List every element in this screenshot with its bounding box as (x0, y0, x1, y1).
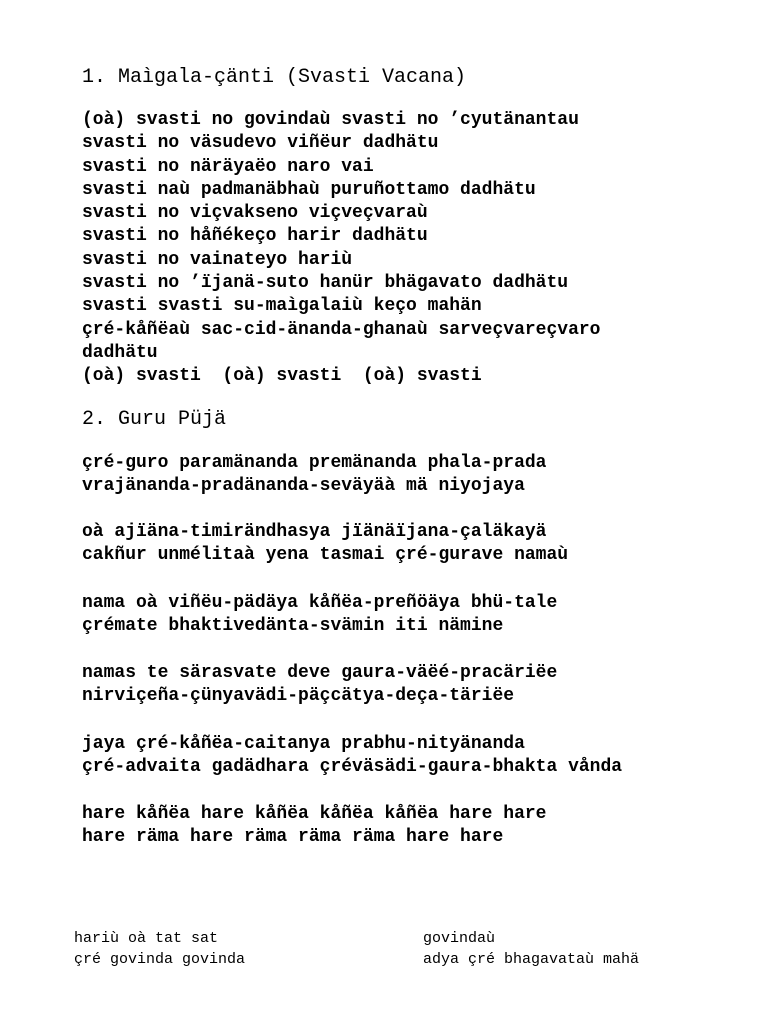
verse-line: (oà) svasti no govindaù svasti no ’cyutänantau (82, 110, 579, 130)
verse-line: jaya çré-kåñëa-caitanya prabhu-nityänanda (82, 734, 525, 754)
stanza-5 (82, 733, 622, 780)
verse-line: nama oà viñëu-pädäya kåñëa-preñöäya bhü-tale (82, 593, 558, 613)
verse-line: dadhätu (82, 342, 158, 363)
footer-left (74, 928, 245, 970)
footer-line: adya çré bhagavataù mahä (423, 951, 640, 968)
verse-line: svasti no vainateyo hariù (82, 249, 353, 270)
verse-line: svasti no väsudevo viñëur dadhätu (82, 133, 439, 154)
stanza-1 (82, 452, 546, 499)
verse-line: oà ajïäna-timirändhasya jïänäïjana-çaläkayä (82, 522, 547, 542)
verse-line: hare räma hare räma räma räma hare hare (82, 827, 504, 848)
stanza-3 (82, 592, 557, 639)
stanza-4 (82, 662, 557, 709)
verse-line: çré-guro paramänanda premänanda phala-prada (82, 453, 547, 473)
verse-line: çré-advaita gadädhara çréväsädi-gaura-bhakta vånda (82, 757, 623, 778)
section-2-heading: 2. Guru Püjä (82, 408, 227, 431)
verse-line: çrémate bhaktivedänta-svämin iti nämine (82, 616, 504, 637)
verse-line: svasti naù padmanäbhaù puruñottamo dadhätu (82, 179, 536, 200)
verse-line: svasti no håñékeço harir dadhätu (82, 226, 428, 247)
stanza-6 (82, 803, 546, 850)
stanza-2 (82, 521, 568, 568)
verse-line: (oà) svasti (oà) svasti (oà) svasti (82, 366, 482, 387)
verse-line: namas te särasvate deve gaura-väëé-pracäriëe (82, 663, 558, 683)
verse-line: vrajänanda-pradänanda-seväyäà mä niyojaya (82, 476, 525, 497)
verse-line: cakñur unmélitaà yena tasmai çré-gurave namaù (82, 545, 569, 566)
footer-line: hariù oà tat sat (74, 930, 219, 947)
verse-line: svasti no ’ïjanä-suto hanür bhägavato dadhätu (82, 273, 569, 294)
verse-line: hare kåñëa hare kåñëa kåñëa kåñëa hare hare (82, 804, 547, 824)
section-1-heading: 1. Maìgala-çänti (Svasti Vacana) (82, 66, 467, 89)
verse-line: çré-kåñëaù sac-cid-änanda-ghanaù sarveçvareçvaro (82, 319, 601, 340)
verse-line: svasti no viçvakseno viçveçvaraù (82, 203, 428, 224)
verse-line: svasti svasti su-maìgalaiù keço mahän (82, 296, 482, 317)
footer-line: govindaù (423, 930, 496, 947)
verse-line: svasti no näräyaëo naro vai (82, 156, 374, 177)
verse-line: nirviçeña-çünyavädi-päçcätya-deça-täriëe (82, 686, 515, 707)
footer-line: çré govinda govinda (74, 951, 246, 968)
section-1-verse (82, 109, 600, 389)
footer-right (423, 928, 639, 970)
